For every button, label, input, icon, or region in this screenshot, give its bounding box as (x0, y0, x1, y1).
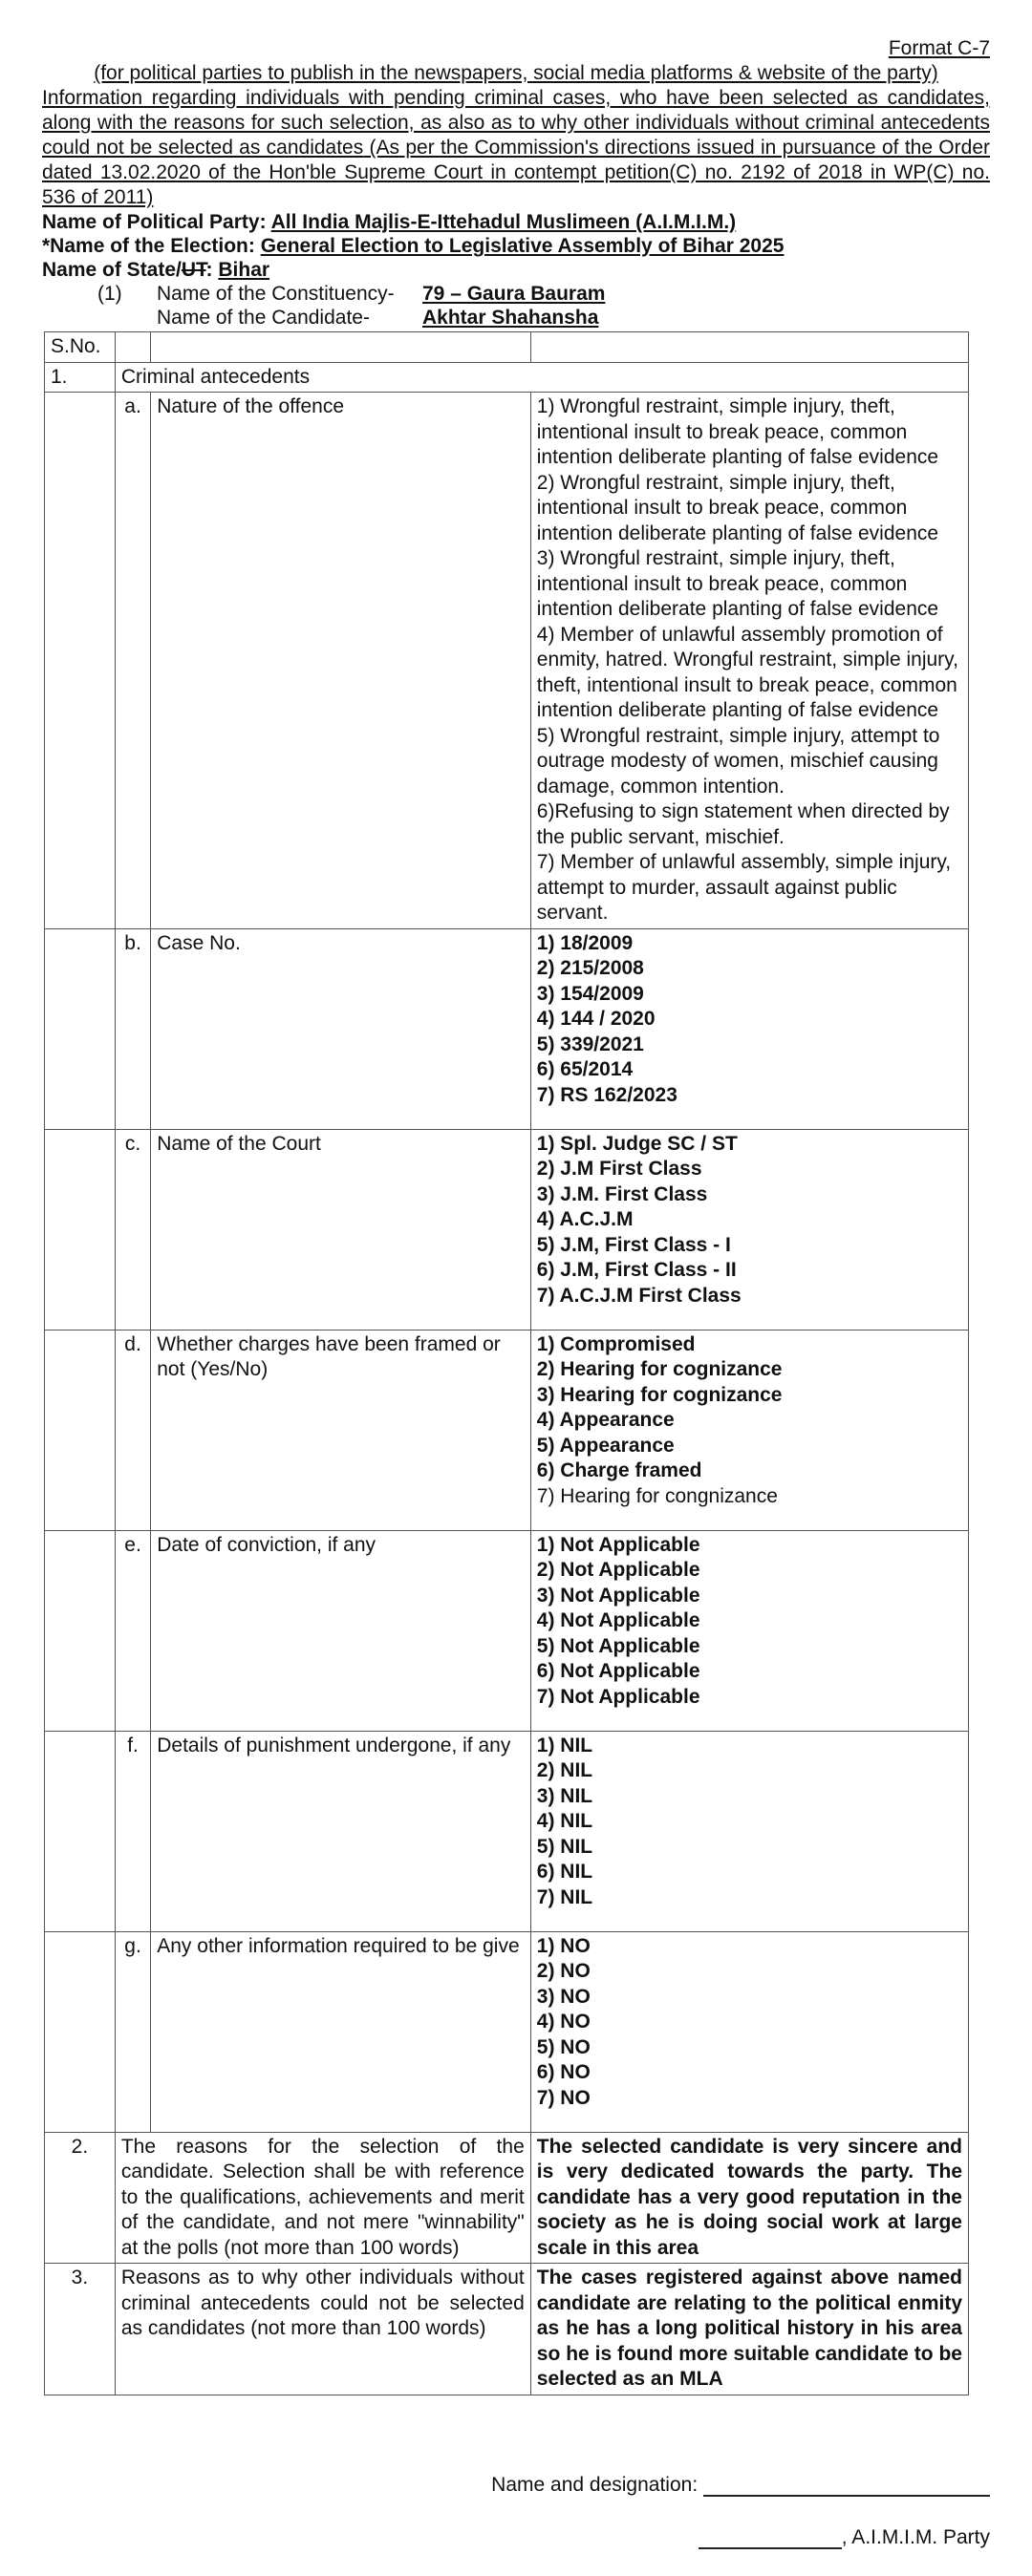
candidate-label: Name of the Candidate- (157, 307, 370, 329)
entry-line: 7) NIL (536, 1885, 593, 1908)
state-label-ut: UT (181, 259, 206, 281)
entry-line: 3) NIL (536, 1784, 593, 1807)
item-letter: e. (115, 1530, 150, 1731)
entry-line: 1) Spl. Judge SC / ST (536, 1132, 738, 1155)
item-label: Name of the Court (151, 1129, 531, 1330)
item-label: Details of punishment undergone, if any (151, 1731, 531, 1931)
item-label: Any other information required to be give (151, 1931, 531, 2132)
row-number: 1. (45, 362, 116, 393)
state-label: Name of State/ (42, 259, 182, 281)
election-line (42, 234, 990, 258)
entry-line: 7) A.C.J.M First Class (536, 1284, 742, 1307)
other-individuals-row (45, 2264, 969, 2395)
name-blank (699, 2526, 842, 2549)
entry-line: 3) NO (536, 1985, 591, 2008)
criminal-antecedents-row (45, 362, 969, 393)
intro-underlined: Information regarding individuals with pending criminal cases, who have been selected as candidates, along with the reasons for such selection, as also as to why other individuals without criminal antecedents could not be selected as candidates (42, 87, 990, 159)
constituency-label: Name of the Constituency- (157, 283, 395, 305)
item-label: Case No. (151, 928, 531, 1129)
entry-line: 2) Wrongful restraint, simple injury, theft, intentional insult to break peace, common intention deliberate planting of false evidence (536, 471, 939, 544)
candidate-line (97, 306, 990, 330)
entry-line: 5) Wrongful restraint, simple injury, attempt to outrage modesty of women, mischief causing damage, common intention. (536, 724, 940, 798)
state-name: Bihar (218, 259, 270, 281)
entry-line: 2) Hearing for cognizance (536, 1358, 783, 1380)
item-letter: d. (115, 1330, 150, 1530)
entry-line: 7) Hearing for congnizance (536, 1484, 778, 1507)
designation-label: Name and designation: (491, 2474, 699, 2496)
entry-line: 5) 339/2021 (536, 1033, 644, 1055)
entry-line: 7) RS 162/2023 (536, 1083, 677, 1106)
item-entries (530, 393, 968, 929)
row-title: Criminal antecedents (115, 362, 968, 393)
selection-reason-row (45, 2132, 969, 2264)
entry-line: 3) 154/2009 (536, 982, 644, 1005)
election-name: General Election to Legislative Assembly of Bihar 2025 (260, 235, 785, 257)
state-label-colon: : (205, 259, 219, 281)
item-letter: c. (115, 1129, 150, 1330)
constituency-value: 79 – Gaura Bauram (422, 283, 606, 305)
intro-paragraph (42, 86, 990, 210)
antecedent-row (45, 928, 969, 1129)
entry-line: 7) NO (536, 2086, 591, 2109)
entry-line: 6) J.M, First Class - II (536, 1259, 737, 1281)
entry-line: 5) NIL (536, 1835, 593, 1858)
entry-line: 4) Not Applicable (536, 1609, 700, 1631)
constituency-number: (1) (97, 283, 122, 305)
entry-line: 2) 215/2008 (536, 957, 644, 979)
item-letter: f. (115, 1731, 150, 1931)
row-number: 2. (45, 2132, 116, 2264)
antecedent-row (45, 1931, 969, 2132)
entry-line: 2) Not Applicable (536, 1559, 700, 1581)
row-label: The reasons for the selection of the candidate. Selection shall be with reference to the qualifications, achievements and merit of the candidate, and not mere "winnability" at the polls (not more than 100 words) (115, 2132, 530, 2264)
row-value: The cases registered against above named candidate are relating to the political enmity as he has a long political history in his area so he is found more suitable candidate to be selected as an MLA (530, 2264, 968, 2395)
entry-line: 7) Member of unlawful assembly, simple injury, attempt to murder, assault against public servant. (536, 851, 952, 924)
entry-line: 4) NIL (536, 1810, 593, 1832)
entry-line: 2) J.M First Class (536, 1158, 702, 1180)
state-line (42, 258, 990, 282)
entry-line: 1) NO (536, 1934, 591, 1957)
item-label: Whether charges have been framed or not (Yes/No) (151, 1330, 531, 1530)
entry-line: 6)Refusing to sign statement when directed by the public servant, mischief. (536, 800, 950, 848)
party-line (42, 210, 990, 234)
document (42, 36, 990, 2395)
entry-line: 1) Wrongful restraint, simple injury, theft, intentional insult to break peace, common intention deliberate planting of false evidence (536, 395, 939, 468)
antecedent-row (45, 393, 969, 929)
entry-line: 1) NIL (536, 1734, 593, 1756)
format-label: Format C-7 (888, 37, 990, 59)
entry-line: 5) Not Applicable (536, 1634, 700, 1657)
intro-rest: (As per the Commission's directions issued in pursuance of the Order dated 13.02.2020 of the Hon'ble Supreme Court in contempt petition(C) no. 2192 of 2018 in WP(C) no. 536 of 2011) (42, 137, 990, 208)
designation-line (491, 2474, 990, 2497)
entry-line: 3) Not Applicable (536, 1584, 700, 1607)
party-label: Name of Political Party: (42, 211, 271, 233)
entry-line: 6) NO (536, 2061, 591, 2083)
item-entries (530, 1330, 968, 1530)
item-letter: a. (115, 393, 150, 929)
table-header-row (45, 332, 969, 363)
entry-line: 6) 65/2014 (536, 1058, 634, 1080)
item-entries (530, 928, 968, 1129)
row-value: The selected candidate is very sincere and is very dedicated towards the party. The candidate has a very good reputation in the society as he is doing social work at large scale in this area (530, 2132, 968, 2264)
row-number: 3. (45, 2264, 116, 2395)
entry-line: 6) NIL (536, 1861, 593, 1883)
item-letter: g. (115, 1931, 150, 2132)
item-letter: b. (115, 928, 150, 1129)
entry-line: 6) Not Applicable (536, 1660, 700, 1682)
entry-line: 3) Wrongful restraint, simple injury, theft, intentional insult to break peace, common intention deliberate planting of false evidence (536, 547, 939, 620)
item-entries (530, 1129, 968, 1330)
election-label: *Name of the Election: (42, 235, 261, 257)
party-name: All India Majlis-E-Ittehadul Muslimeen (A.I.M.I.M.) (270, 211, 737, 233)
entry-line: 7) Not Applicable (536, 1685, 700, 1708)
item-entries (530, 1931, 968, 2132)
entry-line: 1) 18/2009 (536, 931, 634, 954)
party-sign-label: , A.I.M.I.M. Party (841, 2526, 990, 2548)
antecedent-row (45, 1129, 969, 1330)
entry-line: 5) J.M, First Class - I (536, 1233, 731, 1256)
entry-line: 4) NO (536, 2011, 591, 2033)
antecedent-row (45, 1330, 969, 1530)
entry-line: 3) Hearing for cognizance (536, 1383, 783, 1406)
sno-header: S.No. (45, 332, 116, 363)
item-entries (530, 1530, 968, 1731)
candidate-value: Akhtar Shahansha (422, 307, 599, 329)
constituency-line (97, 282, 990, 306)
entry-line: 4) A.C.J.M (536, 1208, 634, 1230)
subtitle: (for political parties to publish in the newspapers, social media platforms & website of the party) (94, 62, 938, 84)
entry-line: 6) Charge framed (536, 1459, 702, 1481)
party-sign-line (699, 2526, 990, 2549)
signature-blank (703, 2474, 990, 2497)
entry-line: 1) Not Applicable (536, 1533, 700, 1556)
entry-line: 4) Appearance (536, 1409, 675, 1431)
entry-line: 5) NO (536, 2035, 591, 2058)
entry-line: 3) J.M. First Class (536, 1182, 708, 1205)
entry-line: 4) 144 / 2020 (536, 1008, 656, 1030)
antecedents-table (44, 331, 969, 2395)
antecedent-row (45, 1731, 969, 1931)
item-entries (530, 1731, 968, 1931)
row-label: Reasons as to why other individuals without criminal antecedents could not be selected as candidates (not more than 100 words) (115, 2264, 530, 2395)
entry-line: 2) NO (536, 1960, 591, 1982)
antecedent-row (45, 1530, 969, 1731)
item-label: Nature of the offence (151, 393, 531, 929)
entry-line: 2) NIL (536, 1759, 593, 1781)
item-label: Date of conviction, if any (151, 1530, 531, 1731)
entry-line: 1) Compromised (536, 1332, 696, 1355)
entry-line: 5) Appearance (536, 1434, 675, 1457)
entry-line: 4) Member of unlawful assembly promotion of enmity, hatred. Wrongful restraint, simple injury, theft, intentional insult to break peace, common intention deliberate planting of false evidence (536, 623, 958, 721)
